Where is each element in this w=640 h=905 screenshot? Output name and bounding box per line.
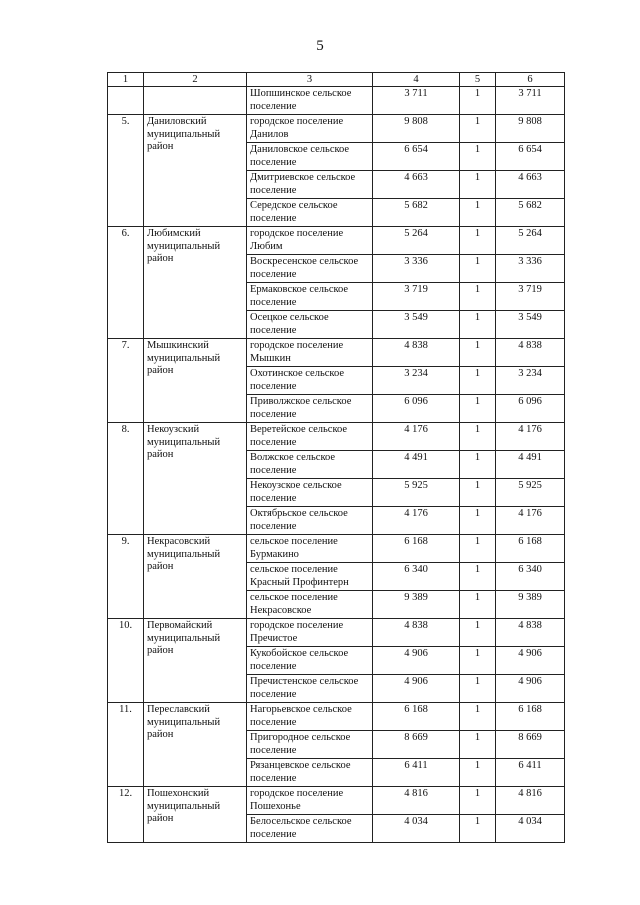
settlement-value: 6 411 [373,759,460,787]
district-name: Мышкинский муниципальный район [144,339,247,423]
settlement-coefficient: 1 [460,619,496,647]
settlement-coefficient: 1 [460,115,496,143]
settlement-total: 4 663 [496,171,565,199]
settlement-name: Дмитриевское сельское поселение [247,171,373,199]
header-col-5: 5 [460,73,496,87]
settlement-coefficient: 1 [460,199,496,227]
settlement-name: сельское поселение Красный Профинтерн [247,563,373,591]
table-row [108,227,565,255]
settlement-total: 9 389 [496,591,565,619]
settlement-value: 6 168 [373,535,460,563]
settlement-total: 4 906 [496,647,565,675]
header-col-3: 3 [247,73,373,87]
settlement-name: Ермаковское сельское поселение [247,283,373,311]
district-name: Первомайский муниципальный район [144,619,247,703]
settlement-coefficient: 1 [460,675,496,703]
district-name: Любимский муниципальный район [144,227,247,339]
district-name: Некрасовский муниципальный район [144,535,247,619]
settlement-value: 5 682 [373,199,460,227]
district-number: 10. [108,619,144,703]
settlement-total: 6 654 [496,143,565,171]
district-number [108,87,144,115]
settlement-value: 4 906 [373,647,460,675]
settlement-total: 6 340 [496,563,565,591]
settlement-name: Волжское сельское поселение [247,451,373,479]
settlement-coefficient: 1 [460,787,496,815]
header-col-1: 1 [108,73,144,87]
settlement-value: 4 663 [373,171,460,199]
settlement-coefficient: 1 [460,563,496,591]
settlement-value: 3 719 [373,283,460,311]
district-number: 5. [108,115,144,227]
table-row [108,87,565,115]
settlement-total: 8 669 [496,731,565,759]
settlement-value: 3 711 [373,87,460,115]
table-body [108,87,565,843]
table-row [108,787,565,815]
settlement-coefficient: 1 [460,87,496,115]
settlement-total: 4 906 [496,675,565,703]
settlement-value: 3 549 [373,311,460,339]
settlement-coefficient: 1 [460,227,496,255]
district-number: 6. [108,227,144,339]
settlement-total: 6 096 [496,395,565,423]
settlement-name: Воскресенское сельское поселение [247,255,373,283]
settlement-coefficient: 1 [460,255,496,283]
table-row [108,115,565,143]
settlement-value: 4 491 [373,451,460,479]
settlement-value: 4 176 [373,423,460,451]
settlement-value: 9 808 [373,115,460,143]
settlement-name: городское поселение Данилов [247,115,373,143]
settlement-total: 3 234 [496,367,565,395]
header-row [108,73,565,87]
settlement-name: городское поселение Пречистое [247,619,373,647]
district-name: Некоузский муниципальный район [144,423,247,535]
table-row [108,339,565,367]
settlement-value: 4 176 [373,507,460,535]
settlement-total: 6 168 [496,535,565,563]
settlement-coefficient: 1 [460,703,496,731]
settlement-total: 5 925 [496,479,565,507]
settlement-coefficient: 1 [460,423,496,451]
settlement-name: городское поселение Любим [247,227,373,255]
settlement-coefficient: 1 [460,311,496,339]
page-number: 5 [316,38,324,54]
settlement-name: Приволжское сельское поселение [247,395,373,423]
settlement-value: 4 906 [373,675,460,703]
settlement-total: 4 816 [496,787,565,815]
settlement-name: сельское поселение Некрасовское [247,591,373,619]
settlement-coefficient: 1 [460,535,496,563]
settlement-total: 4 176 [496,507,565,535]
settlement-name: Осецкое сельское поселение [247,311,373,339]
district-name: Переславский муниципальный район [144,703,247,787]
settlement-name: Некоузское сельское поселение [247,479,373,507]
settlement-value: 6 096 [373,395,460,423]
settlement-coefficient: 1 [460,339,496,367]
settlement-value: 6 168 [373,703,460,731]
table-row [108,703,565,731]
settlement-total: 4 034 [496,815,565,843]
settlement-name: Пречистенское сельское поселение [247,675,373,703]
settlement-total: 5 264 [496,227,565,255]
settlement-value: 3 234 [373,367,460,395]
settlement-name: городское поселение Мышкин [247,339,373,367]
settlement-value: 5 925 [373,479,460,507]
district-name: Даниловский муниципальный район [144,115,247,227]
settlement-coefficient: 1 [460,283,496,311]
settlement-coefficient: 1 [460,647,496,675]
settlement-name: Пригородное сельское поселение [247,731,373,759]
settlement-total: 3 719 [496,283,565,311]
settlement-coefficient: 1 [460,451,496,479]
district-name [144,87,247,115]
settlement-coefficient: 1 [460,759,496,787]
settlement-total: 9 808 [496,115,565,143]
settlement-coefficient: 1 [460,367,496,395]
settlement-name: Середское сельское поселение [247,199,373,227]
settlement-total: 4 491 [496,451,565,479]
settlement-total: 3 711 [496,87,565,115]
district-number: 11. [108,703,144,787]
settlement-total: 3 336 [496,255,565,283]
table-row [108,535,565,563]
settlement-name: Охотинское сельское поселение [247,367,373,395]
settlement-total: 3 549 [496,311,565,339]
district-number: 12. [108,787,144,843]
district-number: 9. [108,535,144,619]
settlement-name: Белосельское сельское поселение [247,815,373,843]
settlement-value: 4 816 [373,787,460,815]
table-row [108,423,565,451]
district-number: 7. [108,339,144,423]
settlement-value: 4 034 [373,815,460,843]
settlement-name: Даниловское сельское поселение [247,143,373,171]
district-name: Пошехонский муниципальный район [144,787,247,843]
settlement-coefficient: 1 [460,731,496,759]
settlement-coefficient: 1 [460,479,496,507]
header-col-2: 2 [144,73,247,87]
settlement-coefficient: 1 [460,143,496,171]
settlement-name: Рязанцевское сельское поселение [247,759,373,787]
settlement-value: 5 264 [373,227,460,255]
settlement-name: городское поселение Пошехонье [247,787,373,815]
district-number: 8. [108,423,144,535]
settlement-name: Нагорьевское сельское поселение [247,703,373,731]
settlement-value: 4 838 [373,339,460,367]
settlement-coefficient: 1 [460,171,496,199]
settlement-value: 6 340 [373,563,460,591]
settlement-coefficient: 1 [460,395,496,423]
settlement-total: 4 838 [496,619,565,647]
settlement-value: 8 669 [373,731,460,759]
settlement-value: 9 389 [373,591,460,619]
settlement-total: 4 838 [496,339,565,367]
settlement-value: 3 336 [373,255,460,283]
settlements-table [107,72,565,843]
settlement-name: Кукобойское сельское поселение [247,647,373,675]
settlement-coefficient: 1 [460,507,496,535]
settlement-name: Веретейское сельское поселение [247,423,373,451]
settlement-total: 5 682 [496,199,565,227]
settlement-value: 6 654 [373,143,460,171]
settlement-total: 6 168 [496,703,565,731]
header-col-6: 6 [496,73,565,87]
table-row [108,619,565,647]
settlement-total: 6 411 [496,759,565,787]
settlement-coefficient: 1 [460,591,496,619]
header-col-4: 4 [373,73,460,87]
settlement-coefficient: 1 [460,815,496,843]
settlement-total: 4 176 [496,423,565,451]
settlement-name: сельское поселение Бурмакино [247,535,373,563]
settlement-value: 4 838 [373,619,460,647]
settlement-name: Шопшинское сельское поселение [247,87,373,115]
settlement-name: Октябрьское сельское поселение [247,507,373,535]
